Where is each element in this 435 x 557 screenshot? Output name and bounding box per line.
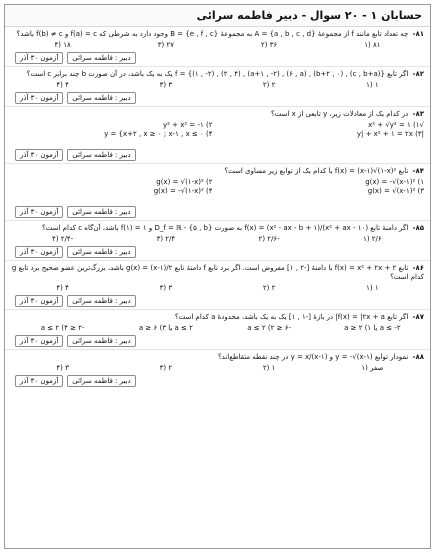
question-87 bbox=[5, 310, 430, 350]
option-1[interactable]: a ≤ -۲ یا a ≥ ۲ (۱ bbox=[344, 324, 401, 332]
exam-date-badge: آزمون ۳۰ آذر bbox=[15, 92, 63, 104]
option-4[interactable]: ۴ (۴ bbox=[56, 284, 69, 292]
options-row bbox=[11, 284, 424, 292]
question-text: ۸۸- نمودار توابع y = -√(x-۱) و y = x/(x-۱) در چند نقطه متقاطع‌اند؟ bbox=[217, 353, 424, 361]
exam-date-badge: آزمون ۳۰ آذر bbox=[15, 295, 63, 307]
question-81 bbox=[5, 27, 430, 67]
badge-row bbox=[11, 206, 424, 218]
option-1[interactable]: ۸۱ (۱ bbox=[364, 41, 381, 49]
option-4[interactable]: g(x) = -√(۱-x)² (۴ bbox=[153, 187, 213, 195]
teacher-badge: دبیر : فاطمه سرائی bbox=[67, 335, 135, 347]
option-2[interactable]: y² + x² = -۱ (۲ bbox=[162, 121, 213, 129]
question-text: ۸۳- در کدام یک از معادلات زیر، y تابعی از x است؟ bbox=[271, 110, 424, 118]
options-row bbox=[11, 41, 424, 49]
option-2[interactable]: ۲ (۲ bbox=[262, 284, 276, 292]
exam-header bbox=[5, 5, 430, 27]
option-3[interactable]: |y| + x² + ۱ = ۲x (۳ bbox=[356, 130, 424, 138]
exam-date-badge: آزمون ۳۰ آذر bbox=[15, 52, 63, 64]
exam-date-badge: آزمون ۳۰ آذر bbox=[15, 246, 63, 258]
question-85 bbox=[5, 221, 430, 261]
badge-row bbox=[11, 52, 424, 64]
question-86 bbox=[5, 261, 430, 310]
option-3[interactable]: ۲۷ (۳ bbox=[157, 41, 174, 49]
option-4[interactable]: y = {x+۲ , x ≥ ۰ ; x-۱ , x ≤ ۰ (۴ bbox=[104, 130, 213, 138]
exam-page bbox=[4, 4, 431, 549]
question-text: ۸۲- اگر تابع f = {(۱ , -۲) , (۲ , ۴) , (a+۱ , -۲) , (۶ , a) , (b+۲ , ۰) , (c , b+a)} یک به یک باشد، در آن صورت b چند برابر c است؟ bbox=[26, 70, 424, 78]
badge-row bbox=[11, 149, 424, 161]
teacher-badge: دبیر : فاطمه سرائی bbox=[67, 295, 135, 307]
option-4[interactable]: -۲/۴ (۴ bbox=[52, 235, 74, 243]
badge-row bbox=[11, 246, 424, 258]
badge-row bbox=[11, 295, 424, 307]
options-row bbox=[11, 235, 424, 243]
badge-row bbox=[11, 335, 424, 347]
options-grid bbox=[11, 121, 424, 138]
exam-date-badge: آزمون ۳۰ آذر bbox=[15, 335, 63, 347]
options-row bbox=[11, 81, 424, 89]
option-1[interactable]: ۱ (۱ bbox=[366, 81, 379, 89]
exam-date-badge: آزمون ۳۰ آذر bbox=[15, 149, 63, 161]
exam-date-badge: آزمون ۳۰ آذر bbox=[15, 375, 63, 387]
question-text: ۸۵- اگر دامنهٔ تابع f(x) = (x² - ax - b + ۱)/(x² + ax - ۱۰) به صورت D_f = ℝ - {۵ , b} و f(۱) = ۱ باشد، آن‌گاه c کدام است؟ bbox=[42, 224, 424, 232]
option-1[interactable]: √x² + √y² = ۱ (۱ bbox=[368, 121, 424, 129]
option-3[interactable]: ۲ (۳ bbox=[159, 364, 173, 372]
page-title: حسابان ۱ - ۲۰ سوال - دبیر فاطمه سرائی bbox=[196, 9, 422, 22]
question-text: ۸۴- تابع f(x) = (x-۱)√(۱-x)² با کدام یک از توابع زیر مساوی است؟ bbox=[224, 167, 424, 175]
options-row bbox=[11, 364, 424, 372]
option-3[interactable]: ۲/۴ (۳ bbox=[156, 235, 176, 243]
option-1[interactable]: صفر (۱ bbox=[361, 364, 384, 372]
option-2[interactable]: g(x) = √(۱-x)² (۲ bbox=[156, 178, 213, 186]
option-1[interactable]: ۲/۶ (۱ bbox=[363, 235, 382, 243]
question-83 bbox=[5, 107, 430, 164]
question-text: ۸۱- چه تعداد تابع مانند f از مجموعهٔ A = {a , b , c , d} به مجموعهٔ B = {e , f , c} وجود دارد به شرطی که f(a) = c و f(b) ≠ c باشد؟ bbox=[16, 30, 424, 38]
teacher-badge: دبیر : فاطمه سرائی bbox=[67, 149, 135, 161]
option-2[interactable]: ۲ (۲ bbox=[262, 81, 276, 89]
teacher-badge: دبیر : فاطمه سرائی bbox=[67, 246, 135, 258]
exam-date-badge: آزمون ۳۰ آذر bbox=[15, 206, 63, 218]
option-2[interactable]: ۳۶ (۲ bbox=[260, 41, 278, 49]
option-3[interactable]: ۳ (۳ bbox=[159, 284, 173, 292]
options-row bbox=[11, 324, 424, 332]
option-2[interactable]: -۲/۶ (۲ bbox=[258, 235, 280, 243]
option-4[interactable]: ۳ (۴ bbox=[56, 364, 69, 372]
badge-row bbox=[11, 375, 424, 387]
option-2[interactable]: ۱ (۲ bbox=[262, 364, 276, 372]
options-grid bbox=[11, 178, 424, 195]
option-2[interactable]: -۶ ≤ a ≤ ۲ (۲ bbox=[247, 324, 291, 332]
option-1[interactable]: ۱ (۱ bbox=[366, 284, 379, 292]
question-84 bbox=[5, 164, 430, 221]
option-3[interactable]: ۳ (۳ bbox=[159, 81, 173, 89]
teacher-badge: دبیر : فاطمه سرائی bbox=[67, 52, 135, 64]
option-3[interactable]: a ≤ ۲ یا a ≥ ۶ (۳ bbox=[138, 324, 193, 332]
option-1[interactable]: g(x) = -√(x-۱)² (۱ bbox=[365, 178, 424, 186]
option-4[interactable]: ۱۸ (۴ bbox=[54, 41, 71, 49]
option-4[interactable]: ۴ (۴ bbox=[56, 81, 69, 89]
teacher-badge: دبیر : فاطمه سرائی bbox=[67, 375, 135, 387]
question-text: ۸۷- اگر تابع f(x) = |۲x + a| در بازهٔ [-۱ , ۱] یک به یک باشد، محدودهٔ a کدام است؟ bbox=[174, 313, 424, 321]
question-88 bbox=[5, 350, 430, 389]
question-82 bbox=[5, 67, 430, 107]
teacher-badge: دبیر : فاطمه سرائی bbox=[67, 206, 135, 218]
question-text: ۸۶- تابع f(x) = x² + ۲x + ۲ با دامنهٔ [-۲ , ۱] مفروض است. اگر برد تابع f دامنهٔ تابع g(x) = (x-۱)/۲ باشد، بزرگ‌ترین عضو صحیح برد تابع g کدام است؟ bbox=[11, 264, 424, 281]
option-4[interactable]: -۲ ≤ a ≤ ۲ (۴ bbox=[40, 324, 85, 332]
teacher-badge: دبیر : فاطمه سرائی bbox=[67, 92, 135, 104]
option-3[interactable]: g(x) = √(x-۱)² (۳ bbox=[367, 187, 424, 195]
badge-row bbox=[11, 92, 424, 104]
